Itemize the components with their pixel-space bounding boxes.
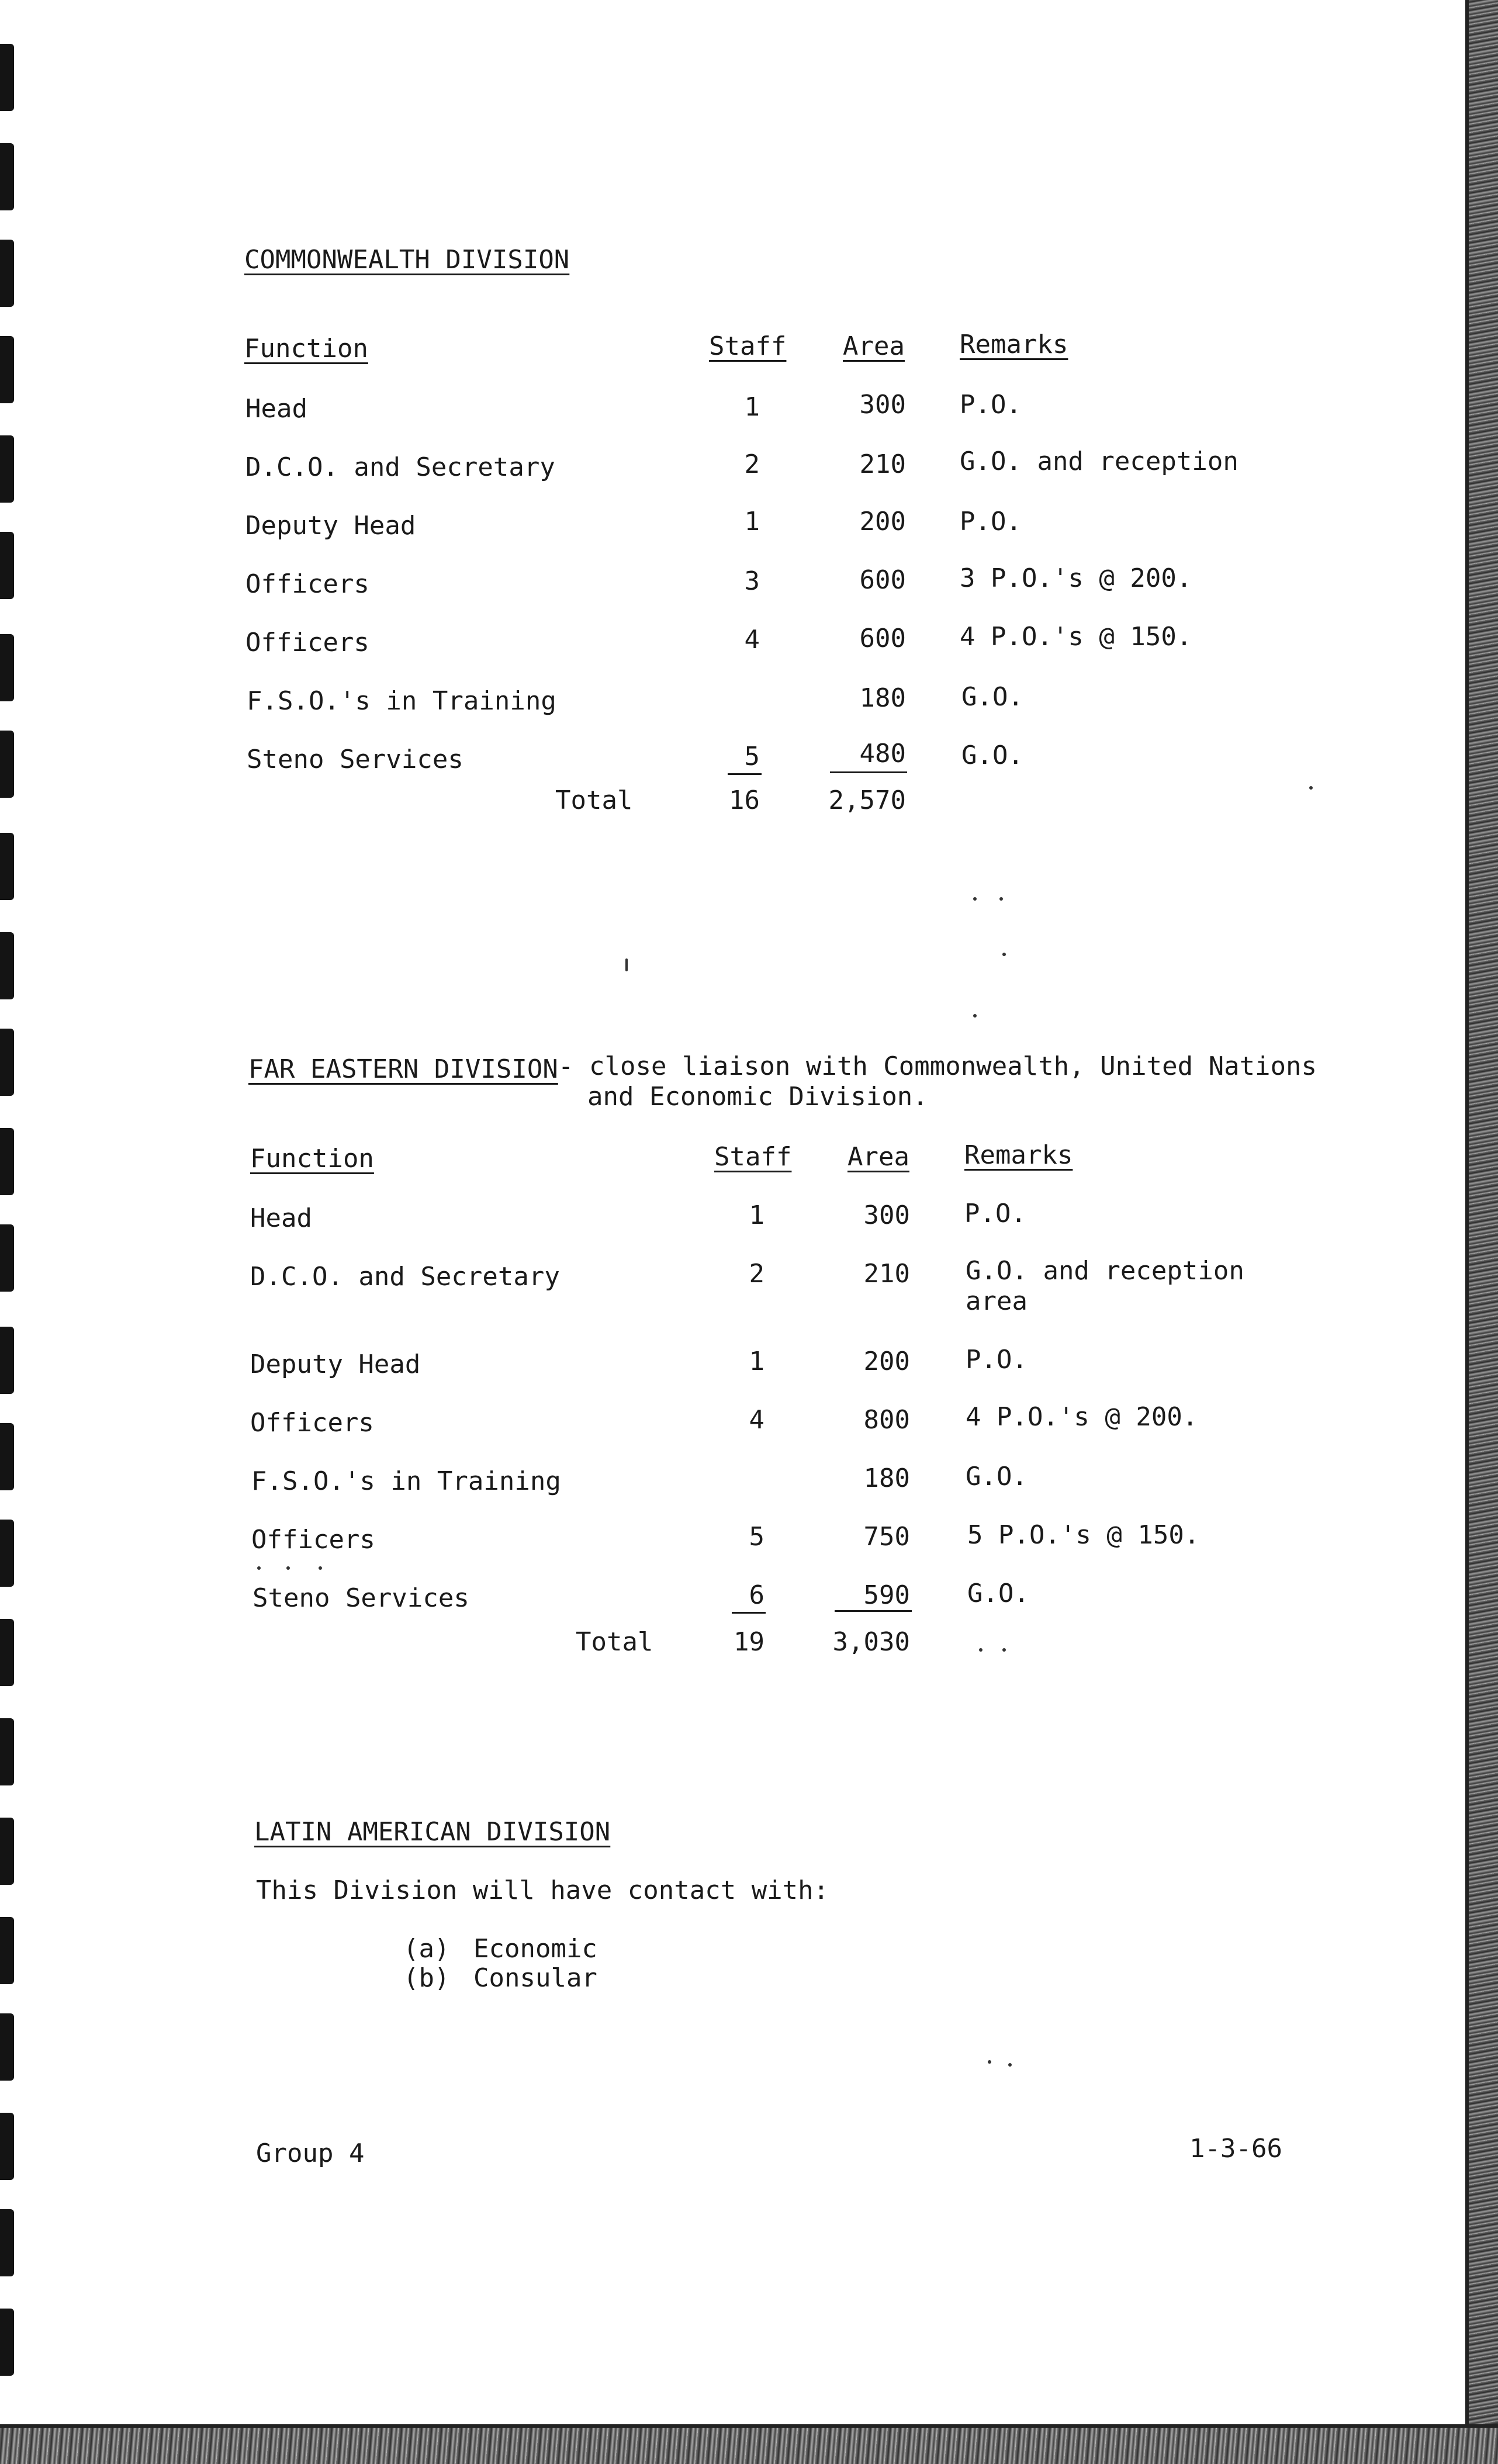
list-item: Economic [473, 1934, 597, 1964]
table-cell-area: 300 [863, 1200, 910, 1230]
table-cell-area: 300 [859, 390, 906, 420]
far-eastern-heading: FAR EASTERN DIVISION [248, 1054, 558, 1084]
table-cell-remarks: G.O. [966, 1462, 1028, 1491]
commonwealth-heading: COMMONWEALTH DIVISION [244, 245, 570, 275]
table-cell-area: 200 [859, 507, 906, 537]
table-cell-staff: 6 [749, 1580, 764, 1610]
sum-rule [835, 1610, 912, 1612]
commonwealth-col-function: Function [244, 334, 368, 364]
page-edge-bottom [0, 2428, 1498, 2464]
table-cell-staff: 2 [749, 1259, 764, 1289]
total-staff: 19 [734, 1627, 764, 1657]
table-cell-remarks: G.O. [967, 1579, 1029, 1608]
table-cell-staff: 4 [744, 625, 760, 655]
table-cell-remarks: 5 P.O.'s @ 150. [967, 1520, 1200, 1550]
latin-american-heading: LATIN AMERICAN DIVISION [254, 1817, 611, 1847]
table-cell-area: 210 [859, 449, 906, 479]
far-eastern-note-line1: - close liaison with Commonwealth, United Nations [558, 1051, 1317, 1081]
table-cell-remarks: P.O. [960, 390, 1022, 420]
table-cell-area: 600 [859, 624, 906, 653]
table-cell-function: Officers [245, 569, 369, 599]
table-cell-area: 600 [859, 565, 906, 595]
table-cell-function: Deputy Head [245, 511, 416, 541]
table-cell-area: 590 [863, 1580, 910, 1610]
table-cell-area: 200 [863, 1347, 910, 1376]
table-cell-remarks: G.O. [961, 740, 1023, 770]
table-cell-function: Officers [251, 1525, 375, 1555]
table-cell-area: 750 [863, 1522, 910, 1552]
table-cell-staff: 1 [744, 392, 760, 422]
table-cell-function: D.C.O. and Secretary [250, 1262, 560, 1292]
footer-date: 1-3-66 [1189, 2134, 1282, 2164]
table-cell-remarks: P.O. [964, 1199, 1026, 1228]
table-cell-staff: 4 [749, 1405, 764, 1435]
scan-speck [1008, 2063, 1012, 2067]
table-cell-remarks: 4 P.O.'s @ 200. [966, 1402, 1198, 1432]
table-cell-function: Deputy Head [250, 1349, 421, 1379]
table-cell-function: Officers [250, 1408, 374, 1438]
far-eastern-col-function: Function [250, 1144, 374, 1174]
table-cell-area: 800 [863, 1405, 910, 1435]
table-cell-area: 180 [859, 683, 906, 713]
sum-rule [732, 1612, 766, 1614]
latin-american-intro: This Division will have contact with: [256, 1875, 829, 1905]
far-eastern-note-line2: and Economic Division. [587, 1082, 928, 1112]
table-cell-function: Steno Services [252, 1583, 469, 1613]
total-area: 2,570 [828, 785, 906, 815]
scan-speck [625, 958, 628, 971]
total-staff: 16 [729, 785, 760, 815]
scan-speck [257, 1566, 261, 1570]
table-cell-function: D.C.O. and Secretary [245, 452, 555, 482]
table-cell-remarks: P.O. [966, 1345, 1028, 1375]
table-cell-staff: 1 [749, 1200, 764, 1230]
table-cell-function: Steno Services [247, 745, 463, 774]
commonwealth-col-staff: Staff [709, 331, 787, 361]
scan-speck [973, 897, 977, 901]
scan-speck [1002, 1648, 1006, 1652]
scan-speck [1309, 786, 1313, 790]
sum-rule [728, 773, 762, 775]
list-item-marker: (b) [403, 1963, 450, 1993]
table-cell-staff: 5 [744, 742, 760, 771]
far-eastern-col-staff: Staff [714, 1142, 792, 1172]
table-cell-staff: 1 [744, 507, 760, 537]
scan-speck [999, 897, 1003, 901]
far-eastern-col-area: Area [847, 1142, 909, 1172]
table-cell-staff: 2 [744, 449, 760, 479]
total-label: Total [576, 1627, 653, 1657]
table-cell-remarks: G.O. [961, 682, 1023, 712]
scan-speck [1002, 953, 1006, 956]
spiral-binding [0, 0, 21, 2425]
scan-speck [988, 2060, 991, 2064]
table-cell-remarks: G.O. and reception [966, 1256, 1244, 1286]
table-cell-staff: 5 [749, 1522, 764, 1552]
total-label: Total [555, 785, 633, 815]
footer-group: Group 4 [256, 2138, 365, 2168]
commonwealth-col-area: Area [843, 331, 905, 361]
scan-speck [973, 1014, 977, 1018]
table-cell-function: Officers [245, 628, 369, 657]
scan-speck [286, 1566, 290, 1570]
sum-rule [830, 771, 907, 773]
commonwealth-col-remarks: Remarks [960, 330, 1068, 359]
table-cell-area: 480 [859, 739, 906, 769]
list-item-marker: (a) [403, 1934, 450, 1964]
table-cell-staff: 1 [749, 1347, 764, 1376]
table-cell-remarks: 4 P.O.'s @ 150. [960, 622, 1192, 652]
list-item: Consular [473, 1963, 597, 1993]
table-cell-remarks: G.O. and reception [960, 447, 1238, 476]
far-eastern-col-remarks: Remarks [964, 1140, 1073, 1170]
total-area: 3,030 [832, 1627, 910, 1657]
page-edge-right [1469, 0, 1498, 2464]
table-cell-remarks: 3 P.O.'s @ 200. [960, 563, 1192, 593]
table-cell-remarks-continued: area [966, 1286, 1028, 1316]
table-cell-staff: 3 [744, 566, 760, 596]
table-cell-function: Head [250, 1203, 312, 1233]
table-cell-function: F.S.O.'s in Training [251, 1466, 561, 1496]
scan-speck [319, 1566, 322, 1570]
table-cell-function: Head [245, 394, 307, 424]
table-cell-remarks: P.O. [960, 507, 1022, 537]
scan-speck [979, 1648, 982, 1652]
table-cell-area: 180 [863, 1463, 910, 1493]
table-cell-area: 210 [863, 1259, 910, 1289]
table-cell-function: F.S.O.'s in Training [247, 686, 556, 716]
